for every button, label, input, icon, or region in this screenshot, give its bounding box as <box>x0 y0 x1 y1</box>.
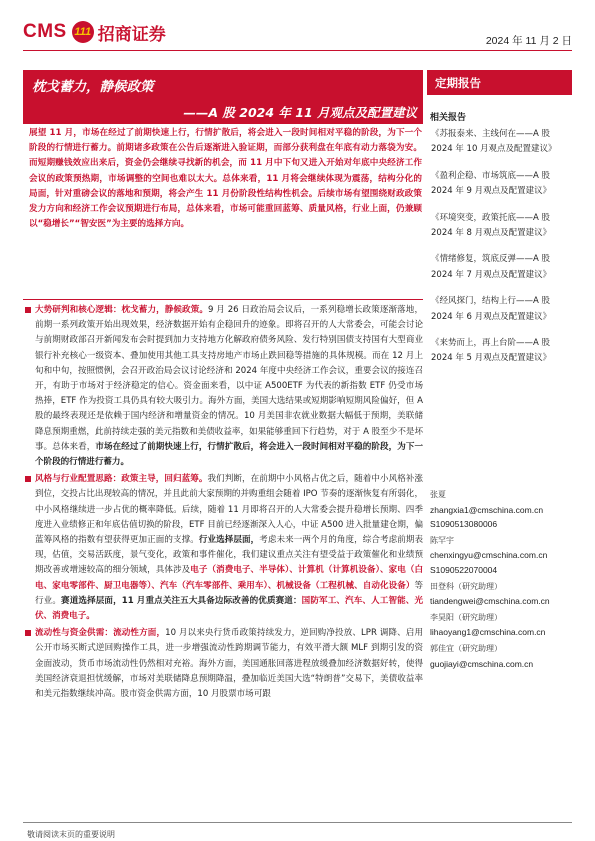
related-report-item[interactable]: 《经风探门，结构上行——A 股 2024 年 6 月观点及配置建议》 <box>431 296 552 322</box>
section-market-outlook <box>23 303 423 470</box>
section-style-industry <box>23 472 423 624</box>
analyst-name: 郭佳宜（研究助理） <box>430 643 502 653</box>
analyst-entry <box>430 488 575 532</box>
report-subtitle: ——A 股 2024 年 11 月观点及配置建议 <box>183 105 417 120</box>
section-heading: 大势研判和核心逻辑：枕戈蓄力，静候政策。 <box>35 305 209 315</box>
analyst-email[interactable]: tiandengwei@cmschina.com.cn <box>430 596 550 607</box>
recommended-tracks: 国防军工、汽车、人工智能、光伏、消费电子。 <box>35 595 424 622</box>
logo-badge-icon <box>72 21 94 43</box>
analyst-name: 张夏 <box>430 490 446 499</box>
section-heading: 流动性与资金供需：流动性方面， <box>35 628 166 639</box>
summary-abstract: 展望 11 月，市场在经过了前期快速上行，行情扩散后，将会进入一段时间相对平稳的阶段，为下一个阶段的行情进行蓄力。前期诸多政策在公告后逐渐进入验证期，而部分获利盘在年底有动力落袋为安。而短期赚钱效应出来后，资金仍会继续寻找新的机会，而 11 月中下旬又进入开始对年底中央经济工作会议的政策预热期，市场调整的空间也难以太大。总体来看，11 月将会继续体现为震荡，结构分化的局面，针对重磅会议的落地和预期，将会产生 11 月份阶段性结构性机会。后续市场有望围绕财政政策发力方向和经济工作会议预期进行布局，总体来看，市场可能重回蓝筹、质量风格，行业上面，仍兼顾以“稳增长”“智安医”为主要的选择方向。 <box>29 128 422 230</box>
related-report-item[interactable]: 《来势而上，再上台阶——A 股 2024 年 5 月观点及配置建议》 <box>431 338 552 364</box>
report-category-banner <box>427 70 572 95</box>
section-text: 9 月 26 日政治局会议后，一系列稳增长政策逐渐落地，前期一系列政策开始出现效果，经济数据开始有企稳回升的迹象。即将召开的人大常委会，可能会讨论与前期财政部召开新闻发布会时提到加力支持地方化解政府债务风险、发行特别国债支持国有大型商业银行补充核心一级资本、叠加使用其他工具支持房地产市场止跌回稳等措施的具体规模。而在 12 月上旬和中旬，按照惯例，会召开政治局会议讨论经济和 2024 年度中央经济工作会议，重要会议的接连召开，有助于市场对于经济稳定的信心。资金面来看，以中证 A500ETF 为代表的新指数 ETF 仍受市场热捧，ETF 作为投资工具仍具有较大吸引力。海外方面，美国大选结果或短期影响短期风险偏好，但 A 股的最终表现还是依赖于国内经济和增量资金的情况。10 月美国非农就业数据大幅低于预期，美联储降息预期重燃，此前持续走强的美元指数和美债收益率，如果能够重回下行趋势，对于 A 股至少不是坏事。总体来看， <box>35 305 423 452</box>
related-report-item[interactable]: 《盈利企稳、市场筑底——A 股 2024 年 9 月观点及配置建议》 <box>431 170 552 197</box>
header-divider <box>23 50 572 51</box>
section-text: 10 月以来央行货币政策持续发力，逆回购净投放、LPR 调降、启用公开市场买断式逆回购操作工具，进一步增强流动性跨期调节能力，有效平滑大额 MLF 到期引发的资金面波动，货币市场流动性仍然相对充裕。海外方面，美国通胀回落进程放缓叠加经济数据好转，使得美国经济衰退担忧缓解，市场对美联储降息预期降温，叠加临近美国大选“特朗普”交易下，美债收益率和美元指数继续冲高。股市资金供需方面，10 月股票市场可跟 <box>35 628 423 700</box>
cms-logo <box>23 20 166 44</box>
related-report-item[interactable]: 《苏报泰来、主线何在——A 股 2024 年 10 月观点及配置建议》 <box>431 129 557 155</box>
section-emphasis: 11 月重点关注五大具备边际改善的优质赛道： <box>121 595 302 606</box>
logo-chinese-text: 招商证券 <box>97 24 166 45</box>
analyst-email[interactable]: chenxingyu@cmschina.com.cn <box>430 550 548 561</box>
report-category: 定期报告 <box>435 76 481 90</box>
section-liquidity <box>23 626 423 702</box>
analyst-email[interactable]: guojiayi@cmschina.com.cn <box>430 658 534 669</box>
analyst-name: 田登科（研究助理） <box>430 581 502 591</box>
title-banner <box>23 70 423 124</box>
section-text: 等行业。 <box>35 580 423 606</box>
analyst-sac-number: S1090513080006 <box>430 519 498 530</box>
summary-divider <box>23 299 423 300</box>
report-body <box>23 303 423 702</box>
section-emphasis: 赛道选择层面， <box>61 595 122 606</box>
related-report-item[interactable]: 《情绪修复，筑底反弹——A 股 2024 年 7 月观点及配置建议》 <box>431 254 552 280</box>
related-reports-heading: 相关报告 <box>430 113 467 123</box>
section-emphasis: 市场在经过了前期快速上行，行情扩散后，将会进入一段时间相对平稳的阶段，为下一个阶段的行情进行蓄力。 <box>35 441 424 468</box>
footer-divider <box>23 822 572 823</box>
section-emphasis: 行业选择层面， <box>198 535 260 546</box>
bullet-square-icon <box>25 630 31 636</box>
analyst-sac-number: S1090522070004 <box>430 564 498 575</box>
logo-cms-text: CMS <box>23 21 67 42</box>
analyst-list <box>430 488 575 673</box>
analyst-name: 陈罕宇 <box>430 535 454 545</box>
analyst-email[interactable]: zhangxia1@cmschina.com.cn <box>430 504 544 515</box>
analyst-entry <box>430 580 575 609</box>
analyst-email[interactable]: lihaoyang1@cmschina.com.cn <box>430 627 546 638</box>
related-reports-list <box>431 127 571 378</box>
recommended-industries: 电子（消费电子、半导体）、计算机（计算机设备）、家电（白电、家电零部件、厨卫电器等）、汽车（汽车零部件、乘用车）、机械设备（工程机械、自动化设备） <box>35 565 423 591</box>
bullet-square-icon <box>25 476 31 482</box>
analyst-entry <box>430 642 575 671</box>
report-date: 2024 年 11 月 2 日 <box>485 35 572 47</box>
analyst-entry <box>430 534 575 578</box>
report-title: 枕戈蓄力，静候政策 <box>32 79 154 95</box>
logo-badge-text: 111 <box>74 26 92 38</box>
analyst-entry <box>430 611 575 640</box>
section-text: 考虑未来一两个月的角度，综合考虑前期表现，估值，交易活跃度，景气变化，政策和事件催化，我们建议重点关注有望受益于政策催化和业绩预期改善或增速较高的细分领域，具体涉及 <box>35 535 424 576</box>
analyst-name: 李昊阳（研究助理） <box>430 612 502 622</box>
section-heading: 风格与行业配置思路：政策主导，回归蓝筹。 <box>35 474 208 485</box>
related-report-item[interactable]: 《环境突变，政策托底——A 股 2024 年 8 月观点及配置建议》 <box>431 212 552 239</box>
section-text: 我们判断，在前期中小风格占优之后，随着中小风格补涨到位，交投占比出现较高的情况，并且此前大家预期的并购重组会随着 IPO 节奏的逐渐恢复有所弱化，中小风格继续进一步占优的概率降低。后续，随着 11 月即将召开的人大常委会提升稳增长预期、四季度进入业绩修正和年底估值切换的阶段，ETF 目前已经逐渐深入人心，中证 A500 进入批量建仓期，偏蓝筹风格的指数有望获得更加正面的支撑。 <box>35 474 424 546</box>
footer-disclaimer: 敬请阅读末页的重要说明 <box>27 830 115 839</box>
bullet-square-icon <box>25 307 31 313</box>
